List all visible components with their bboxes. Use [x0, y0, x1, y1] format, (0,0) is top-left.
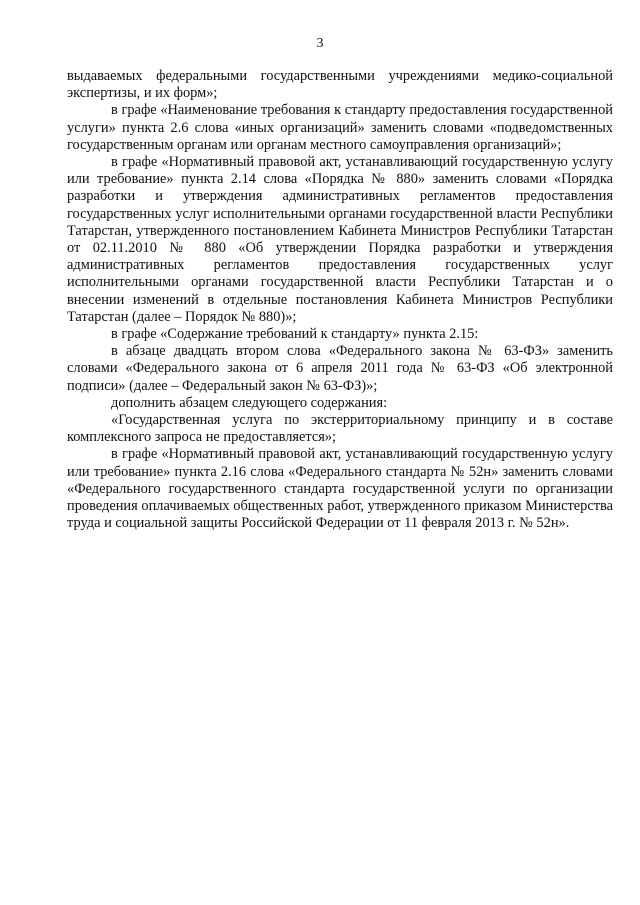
- paragraph-amendment-2-15-clause: в абзаце двадцать втором слова «Федерального закона № 63-ФЗ» заменить словами «Федерального закона от 6 апреля 2011 года № 63-ФЗ «Об электронной подписи» (далее – Федеральный закон № 63-ФЗ)»;: [67, 343, 613, 394]
- paragraph-amendment-2-14: в графе «Нормативный правовой акт, устанавливающий государственную услугу или требование» пункта 2.14 слова «Порядка № 880» заменить словами «Порядка разработки и утверждения административных регламентов предоставления государственных услуг исполнительными органами государственной власти Республики Татарстан, утвержденного постановлением Кабинета Министров Республики Татарстан от 02.11.2010 № 880 «Об утверждении Порядка разработки и утверждения административных регламентов предоставления государственных услуг исполнительными органами государственной власти Республики Татарстан и о внесении изменений в отдельные постановления Кабинета Министров Республики Татарстан (далее – Порядок № 880)»;: [67, 154, 613, 325]
- paragraph-amendment-2-15-intro: в графе «Содержание требований к стандарту» пункта 2.15:: [111, 326, 479, 343]
- paragraph-continuation: выдаваемых федеральными государственными учреждениями медико-социальной экспертизы, и их форм»;: [67, 68, 613, 102]
- document-body: [67, 68, 613, 532]
- page-number: 3: [316, 36, 324, 51]
- paragraph-amendment-2-16: в графе «Нормативный правовой акт, устанавливающий государственную услугу или требование» пункта 2.16 слова «Федерального стандарта № 52н» заменить словами «Федерального государственного стандарта государственной услуги по организации проведения оплачиваемых общественных работ, утвержденного приказом Министерства труда и социальной защиты Российской Федерации от 11 февраля 2013 г. № 52н».: [67, 446, 613, 532]
- paragraph-added-clause: «Государственная услуга по экстерриториальному принципу и в составе комплексного запроса не предоставляется»;: [67, 412, 613, 446]
- paragraph-amendment-2-6: в графе «Наименование требования к стандарту предоставления государственной услуги» пункта 2.6 слова «иных организаций» заменить словами «подведомственных государственным органам или органам местного самоуправления организаций»;: [67, 102, 613, 153]
- paragraph-add-clause-intro: дополнить абзацем следующего содержания:: [111, 394, 388, 411]
